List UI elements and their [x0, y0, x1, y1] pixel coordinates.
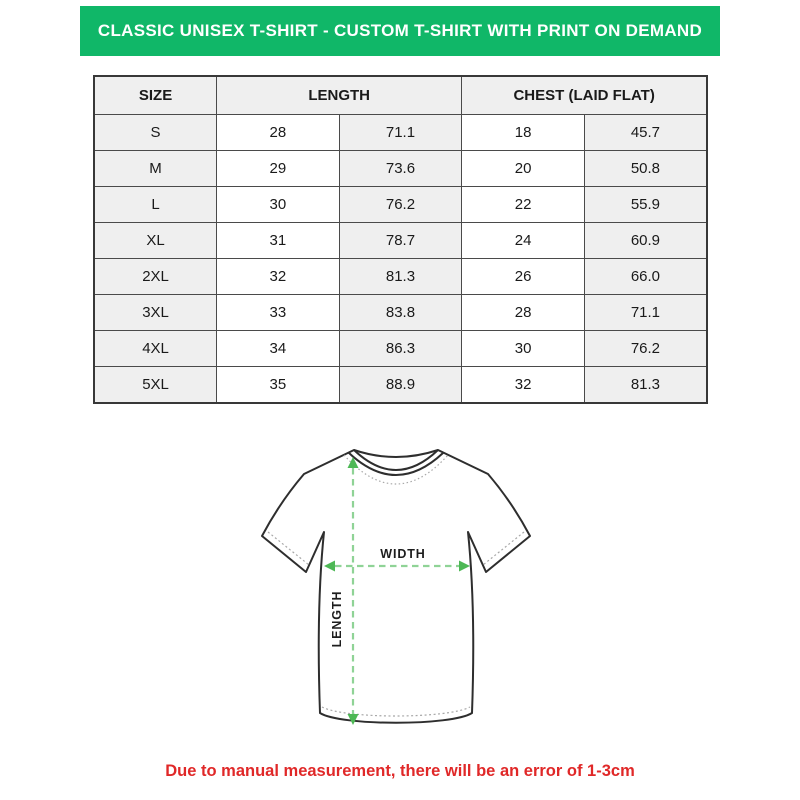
cell-size: 5XL — [94, 367, 217, 404]
cell-length-cm: 71.1 — [339, 115, 462, 151]
cell-chest-cm: 55.9 — [584, 187, 707, 223]
cell-chest-in: 20 — [462, 151, 585, 187]
cell-size: L — [94, 187, 217, 223]
size-table — [93, 75, 708, 404]
cell-chest-in: 26 — [462, 259, 585, 295]
cell-size: M — [94, 151, 217, 187]
column-header-chest: CHEST (LAID FLAT) — [462, 76, 707, 115]
cell-length-cm: 78.7 — [339, 223, 462, 259]
cell-chest-in: 28 — [462, 295, 585, 331]
cell-length-in: 28 — [217, 115, 340, 151]
cell-length-cm: 73.6 — [339, 151, 462, 187]
cell-chest-cm: 66.0 — [584, 259, 707, 295]
cell-length-in: 30 — [217, 187, 340, 223]
cell-length-in: 32 — [217, 259, 340, 295]
cell-chest-in: 32 — [462, 367, 585, 404]
banner-title: CLASSIC UNISEX T-SHIRT - CUSTOM T-SHIRT WITH PRINT ON DEMAND — [97, 21, 703, 40]
table-row — [94, 331, 707, 367]
cell-length-in: 35 — [217, 367, 340, 404]
cell-length-in: 29 — [217, 151, 340, 187]
tshirt-outline-shape — [262, 450, 530, 723]
cell-chest-cm: 60.9 — [584, 223, 707, 259]
cell-chest-cm: 50.8 — [584, 151, 707, 187]
cell-size: S — [94, 115, 217, 151]
table-row — [94, 295, 707, 331]
cell-chest-in: 30 — [462, 331, 585, 367]
table-header-row — [94, 76, 707, 115]
cell-chest-cm: 81.3 — [584, 367, 707, 404]
cell-size: 4XL — [94, 331, 217, 367]
cell-length-cm: 76.2 — [339, 187, 462, 223]
length-label: LENGTH — [330, 590, 344, 648]
cell-chest-cm: 45.7 — [584, 115, 707, 151]
cell-size: 2XL — [94, 259, 217, 295]
cell-chest-cm: 71.1 — [584, 295, 707, 331]
table-row — [94, 367, 707, 404]
cell-chest-in: 22 — [462, 187, 585, 223]
cell-chest-in: 24 — [462, 223, 585, 259]
cell-length-cm: 81.3 — [339, 259, 462, 295]
cell-length-cm: 86.3 — [339, 331, 462, 367]
table-row — [94, 115, 707, 151]
cell-length-in: 33 — [217, 295, 340, 331]
banner — [80, 6, 720, 56]
table-row — [94, 259, 707, 295]
tshirt-measurement-diagram — [240, 428, 560, 748]
cell-chest-cm: 76.2 — [584, 331, 707, 367]
table-row — [94, 151, 707, 187]
cell-length-in: 34 — [217, 331, 340, 367]
column-header-length: LENGTH — [217, 76, 462, 115]
table-row — [94, 187, 707, 223]
measurement-note — [0, 762, 800, 781]
cell-length-in: 31 — [217, 223, 340, 259]
measurement-note-text: Due to manual measurement, there will be an error of 1-3cm — [165, 762, 635, 780]
size-table-wrapper — [93, 75, 708, 404]
cell-chest-in: 18 — [462, 115, 585, 151]
cell-length-cm: 88.9 — [339, 367, 462, 404]
table-row — [94, 223, 707, 259]
cell-size: XL — [94, 223, 217, 259]
cell-size: 3XL — [94, 295, 217, 331]
column-header-size: SIZE — [94, 76, 217, 115]
width-label: WIDTH — [380, 547, 426, 561]
cell-length-cm: 83.8 — [339, 295, 462, 331]
